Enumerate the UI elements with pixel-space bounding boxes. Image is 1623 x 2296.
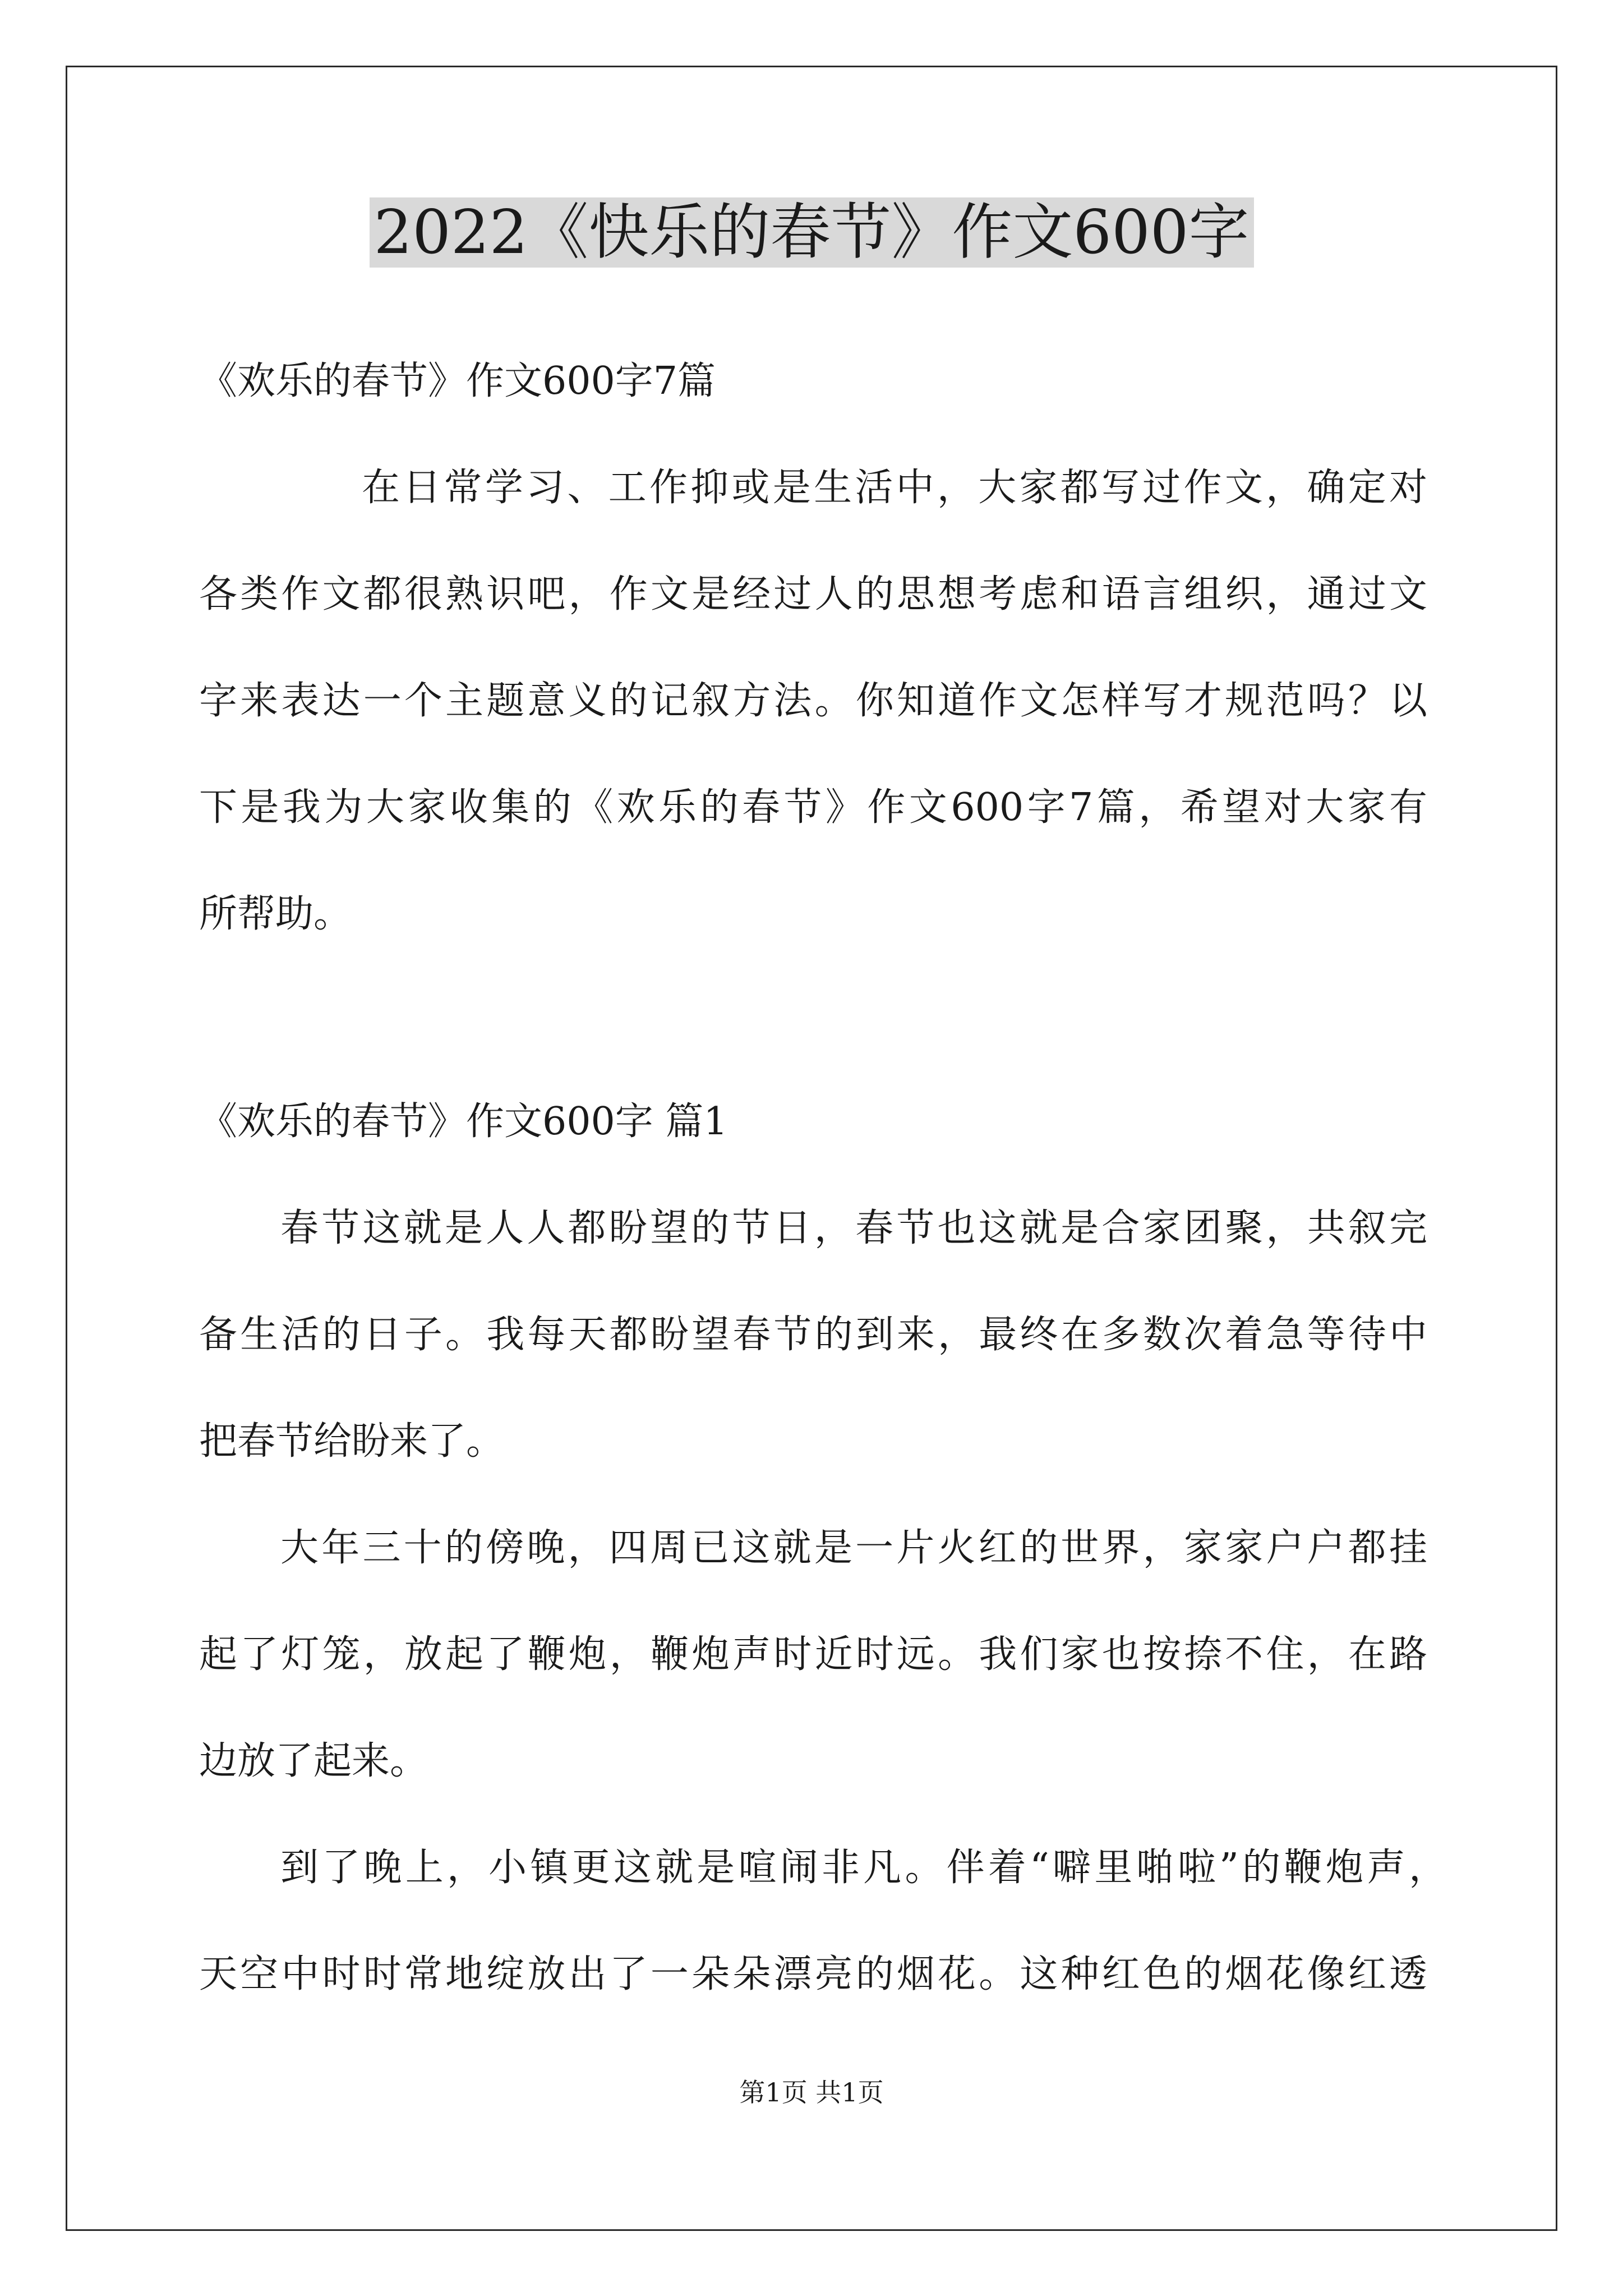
section-heading: 《欢乐的春节》作文600字 篇1 [199, 1099, 728, 1144]
page-footer: 第1页 共1页 [739, 2077, 884, 2108]
paragraph2-line-2: 起了灯笼，放起了鞭炮，鞭炮声时近时远。我们家也按捺不住，在路 [199, 1632, 1427, 1677]
intro-line-2: 各类作文都很熟识吧，作文是经过人的思想考虑和语言组织，通过文 [199, 572, 1427, 616]
paragraph1-line-2: 备生活的日子。我每天都盼望春节的到来，最终在多数次着急等待中 [199, 1313, 1427, 1357]
intro-line-5: 所帮助。 [199, 892, 352, 936]
intro-line-4: 下是我为大家收集的《欢乐的春节》作文600字7篇，希望对大家有 [199, 785, 1427, 830]
document-title [0, 191, 1623, 275]
paragraph2-line-1: 大年三十的傍晚，四周已这就是一片火红的世界，家家户户都挂 [280, 1526, 1427, 1570]
intro-line-1: 在日常学习、工作抑或是生活中，大家都写过作文，确定对 [362, 466, 1427, 510]
document-title-text: 2022《快乐的春节》作文600字 [370, 197, 1254, 268]
paragraph1-line-3: 把春节给盼来了。 [199, 1419, 505, 1464]
paragraph2-line-3: 边放了起来。 [199, 1739, 428, 1783]
paragraph1-line-1: 春节这就是人人都盼望的节日，春节也这就是合家团聚，共叙完 [280, 1206, 1427, 1250]
intro-line-3: 字来表达一个主题意义的记叙方法。你知道作文怎样写才规范吗？以 [199, 679, 1427, 723]
document-subtitle: 《欢乐的春节》作文600字7篇 [199, 359, 716, 403]
paragraph3-line-2: 天空中时时常地绽放出了一朵朵漂亮的烟花。这种红色的烟花像红透 [199, 1952, 1427, 1996]
paragraph3-line-1: 到了晚上，小镇更这就是喧闹非凡。伴着“噼里啪啦”的鞭炮声， [280, 1846, 1447, 1890]
